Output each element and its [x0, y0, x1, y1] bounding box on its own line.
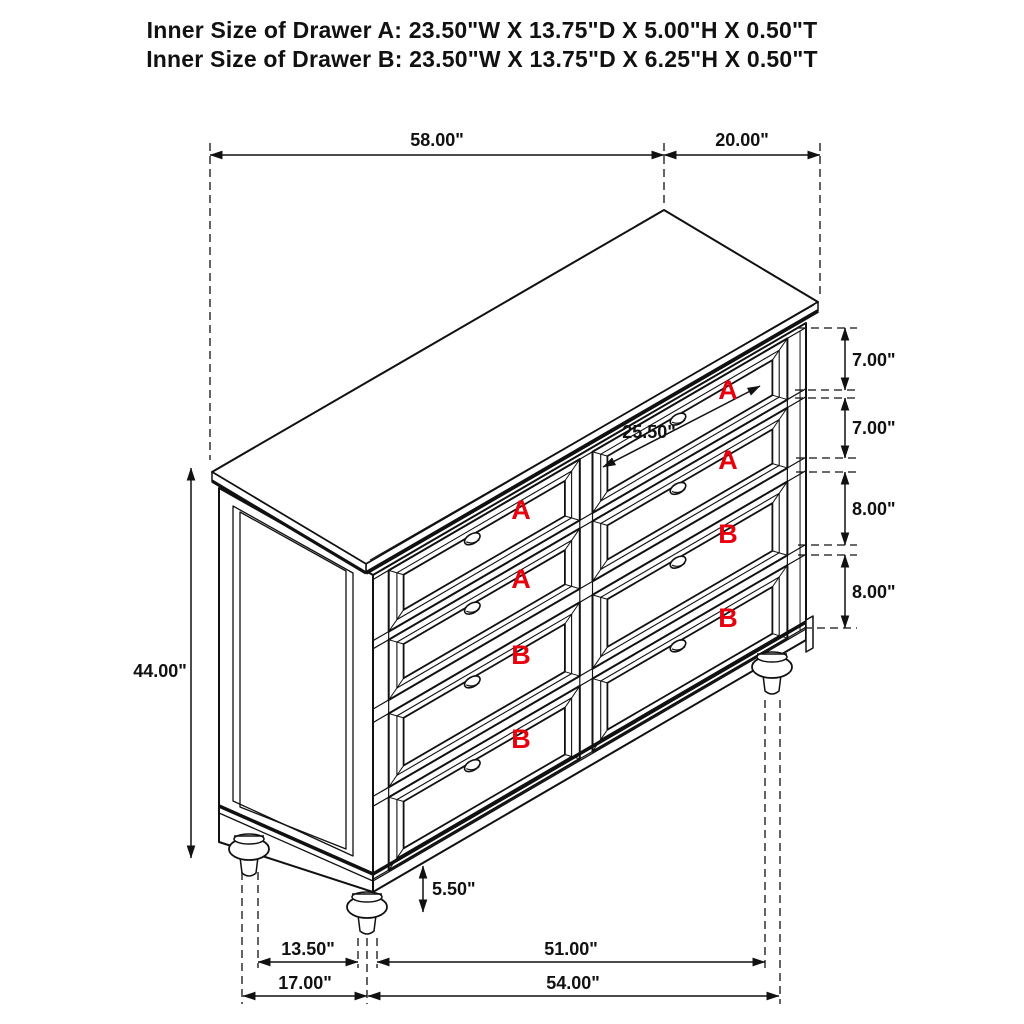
leg-height-label: 5.50"	[432, 879, 476, 899]
side-leg-span-label: 17.00"	[278, 973, 332, 993]
drawer-label-left-3: B	[511, 640, 531, 670]
drawer-label-right-2: A	[718, 445, 738, 475]
title-line-2: Inner Size of Drawer B: 23.50"W X 13.75"D X 6.25"H X 0.50"T	[146, 46, 818, 72]
front-leg-span-label: 51.00"	[544, 939, 598, 959]
drawer-label-left-2: A	[511, 564, 531, 594]
title-block	[146, 17, 818, 72]
drawer2-height-label: 7.00"	[852, 418, 896, 438]
drawer-label-left-1: A	[511, 495, 531, 525]
drawer-label-right-4: B	[718, 603, 738, 633]
overall-height-label: 44.00"	[133, 661, 187, 681]
top-depth-dim-label: 20.00"	[715, 130, 769, 150]
front-leg-inner-span-label: 13.50"	[281, 939, 335, 959]
drawer-label-right-3: B	[718, 519, 738, 549]
drawer1-height-label: 7.00"	[852, 350, 896, 370]
drawer-label-left-4: B	[511, 724, 531, 754]
title-line-1: Inner Size of Drawer A: 23.50"W X 13.75"D X 5.00"H X 0.50"T	[146, 17, 818, 43]
drawer4-height-label: 8.00"	[852, 582, 896, 602]
drawer-label-right-1: A	[718, 375, 738, 405]
top-width-dim-label: 58.00"	[410, 130, 464, 150]
drawer3-height-label: 8.00"	[852, 499, 896, 519]
front-leg-outer-span-label: 54.00"	[546, 973, 600, 993]
drawer-front-width-label: 25.50"	[622, 422, 676, 442]
